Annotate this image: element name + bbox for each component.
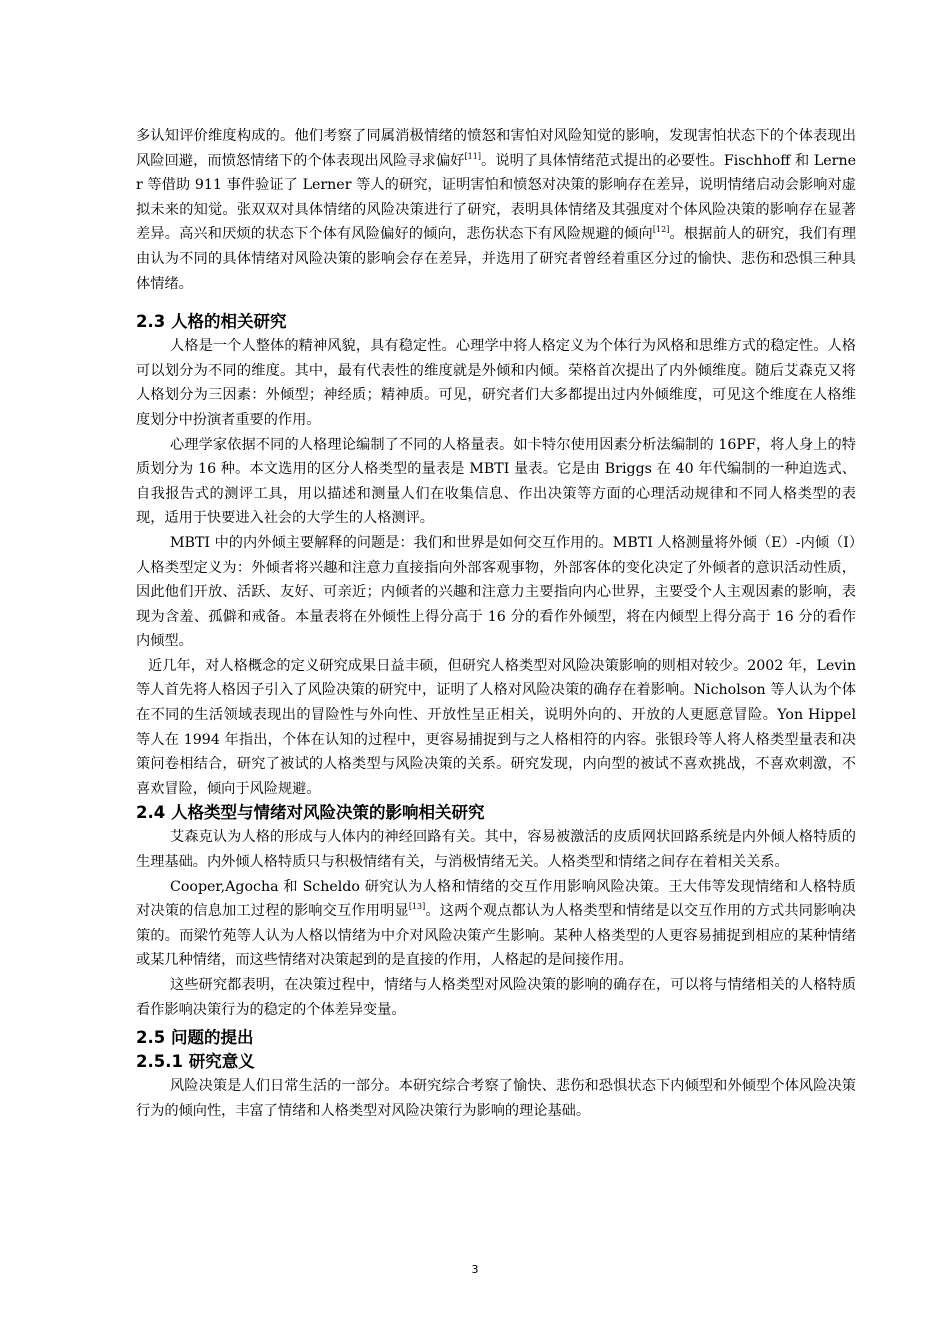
- heading-2-5: 2.5 问题的提出: [136, 1028, 254, 1048]
- paragraph-recent-research: 近几年，对人格概念的定义研究成果日益丰硕，但研究人格类型对风险决策影响的则相对较少。2002 年，Levin 等人首先将人格因子引入了风险决策的研究中，证明了人格对风险决策的确存在着影响。Nicholson 等人认为个体在不同的生活领域表现出的冒险性与外向性、开放性呈正相关，说明外向的、开放的人更愿意冒险。Yon Hippel 等人在 1994 年指出，个体在认知的过程中，更容易捕捉到与之人格相符的内容。张银玲等人将人格类型量表和决策问卷相结合，研究了被试的人格类型与风险决策的关系。研究发现，内向型的被试不喜欢挑战，不喜欢刺激，不喜欢冒险，倾向于风险规避。: [136, 657, 856, 797]
- text-run: 。根据前人的研究，我们有理由认为不同的具体情绪对风险决策的影响会存在差异，并选用了研究者曾经着重区分过的愉快、悲伤和恐惧三种具体情绪。: [136, 226, 856, 292]
- paragraph-mbti: MBTI 中的内外倾主要解释的问题是：我们和世界是如何交互作用的。MBTI 人格测量将外倾（E）-内倾（I）人格类型定义为：外倾者将兴趣和注意力直接指向外部客观事物，外部客体的变化决定了外倾者的意识活动性质，因此他们开放、活跃、友好、可亲近；内倾者的兴趣和注意力主要指向内心世界，主要受个人主观因素的影响，表现为含羞、孤僻和戒备。本量表将在外倾性上得分高于 16 分的看作外倾型，将在内倾型上得分高于 16 分的看作内倾型。: [136, 534, 856, 650]
- paragraph-summary: 这些研究都表明，在决策过程中，情绪与人格类型对风险决策的影响的确存在，可以将与情绪相关的人格特质看作影响决策行为的稳定的个体差异变量。: [136, 977, 856, 1018]
- heading-2-3: 2.3 人格的相关研究: [136, 312, 287, 332]
- text-run: 。说明了具体情绪范式提出的必要性。Fischhoff 和 Lerner 等借助 911 事件验证了 Lerner 等人的研究，证明害怕和愤怒对决策的影响存在差异，说明情绪启动会影响对虚拟未来的知觉。张双双对具体情绪的风险决策进行了研究，表明具体情绪及其强度对个体风险决策的影响存在显著差异。高兴和厌烦的状态下个体有风险偏好的倾向，悲伤状态下有风险规避的倾向: [136, 152, 856, 243]
- paragraph-significance: 风险决策是人们日常生活的一部分。本研究综合考察了愉快、悲伤和恐惧状态下内倾型和外倾型个体风险决策行为的倾向性，丰富了情绪和人格类型对风险决策行为影响的理论基础。: [136, 1078, 856, 1119]
- paragraph-eysenck: 艾森克认为人格的形成与人体内的神经回路有关。其中，容易被激活的皮质网状回路系统是内外倾人格特质的生理基础。内外倾人格特质只与积极情绪有关，与消极情绪无关。人格类型和情绪之间存在着相关关系。: [136, 829, 856, 871]
- text-run: 多认知评价维度构成的。他们考察了同属消极情绪的愤怒和害怕对风险知觉的影响，发现害怕状态下的个体表现出风险回避，而愤怒情绪下的个体表现出风险寻求偏好: [136, 128, 856, 169]
- paragraph-interaction: [136, 875, 856, 973]
- paragraph-emotion-studies: [136, 124, 856, 296]
- citation-13: [13]: [408, 902, 426, 912]
- page-number: 3: [471, 1263, 479, 1276]
- heading-2-5-1: 2.5.1 研究意义: [136, 1052, 255, 1072]
- citation-11: [11]: [464, 151, 481, 161]
- page-content: [136, 124, 856, 1123]
- heading-2-4: 2.4 人格类型与情绪对风险决策的影响相关研究: [136, 803, 485, 823]
- paragraph-personality-scales: 心理学家依据不同的人格理论编制了不同的人格量表。如卡特尔使用因素分析法编制的 16PF，将人身上的特质划分为 16 种。本文选用的区分人格类型的量表是 MBTI 量表。它是由 Briggs 在 40 年代编制的一种迫选式、自我报告式的测评工具，用以描述和测量人们在收集信息、作出决策等方面的心理活动规律和不同人格类型的表现，适用于快要进入社会的大学生的人格测评。: [136, 436, 856, 527]
- text-run: 。这两个观点都认为人格类型和情绪是以交互作用的方式共同影响决策的。而梁竹苑等人认为人格以情绪为中介对风险决策产生影响。某种人格类型的人更容易捕捉到相应的某种情绪或某几种情绪，而这些情绪对决策起到的是直接的作用，人格起的是间接作用。: [136, 903, 856, 969]
- citation-12: [12]: [652, 225, 670, 235]
- text-run: Cooper,Agocha 和 Scheldo 研究认为人格和情绪的交互作用影响风险决策。王大伟等发现情绪和人格特质对决策的信息加工过程的影响交互作用明显: [136, 878, 856, 920]
- paragraph-personality-definition: 人格是一个人整体的精神风貌，具有稳定性。心理学中将人格定义为个体行为风格和思维方式的稳定性。人格可以划分为不同的维度。其中，最有代表性的维度就是外倾和内倾。荣格首次提出了内外倾维度。随后艾森克又将人格划分为三因素：外倾型；神经质；精神质。可见，研究者们大多都提出过内外倾维度，可见这个维度在人格维度划分中扮演者重要的作用。: [136, 338, 856, 428]
